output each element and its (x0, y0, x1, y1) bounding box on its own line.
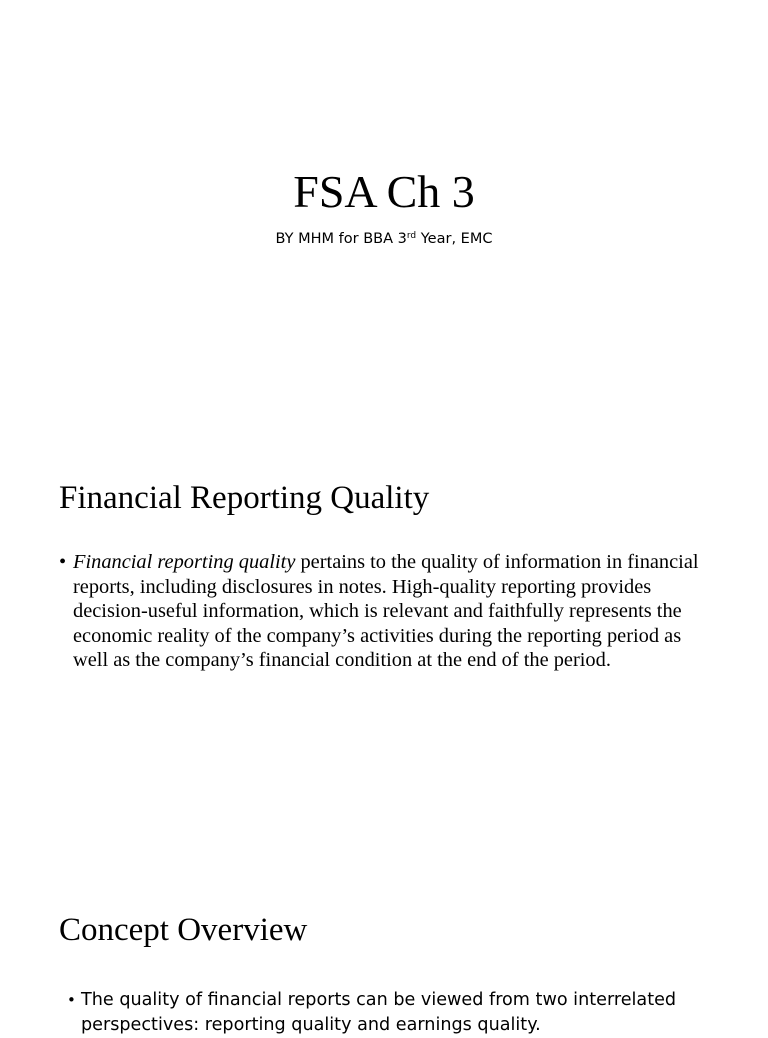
presentation-title: FSA Ch 3 (293, 166, 475, 217)
title-slide (0, 0, 768, 432)
slide-financial-reporting-quality (0, 432, 768, 864)
slide-concept-overview (0, 864, 768, 1035)
subtitle-superscript: rd (406, 231, 417, 241)
bullet-item (59, 550, 709, 673)
bullet-marker: • (59, 551, 67, 573)
subtitle-text: BY MHM for BBA 3 (275, 231, 407, 247)
bullet-emphasis: Financial reporting quality (73, 551, 296, 573)
bullet-text: pertains to the quality of information in financial reports, including disclosures in notes. High-quality reporting provides decision-useful information, which is relevant and faithfully represents the economic reality of the company’s activities during the reporting period as well as the company’s financial condition at the end of the period. (73, 551, 699, 672)
subtitle-text-end: Year, EMC (416, 231, 493, 247)
bullet-marker: • (67, 991, 76, 1009)
bullet-text: The quality of financial reports can be viewed from two interrelated perspectives: reporting quality and earnings quality. (81, 990, 677, 1035)
slide-heading: Concept Overview (59, 912, 308, 948)
bullet-item (67, 988, 717, 1038)
slide-heading: Financial Reporting Quality (59, 480, 430, 516)
presentation-subtitle (0, 228, 768, 250)
